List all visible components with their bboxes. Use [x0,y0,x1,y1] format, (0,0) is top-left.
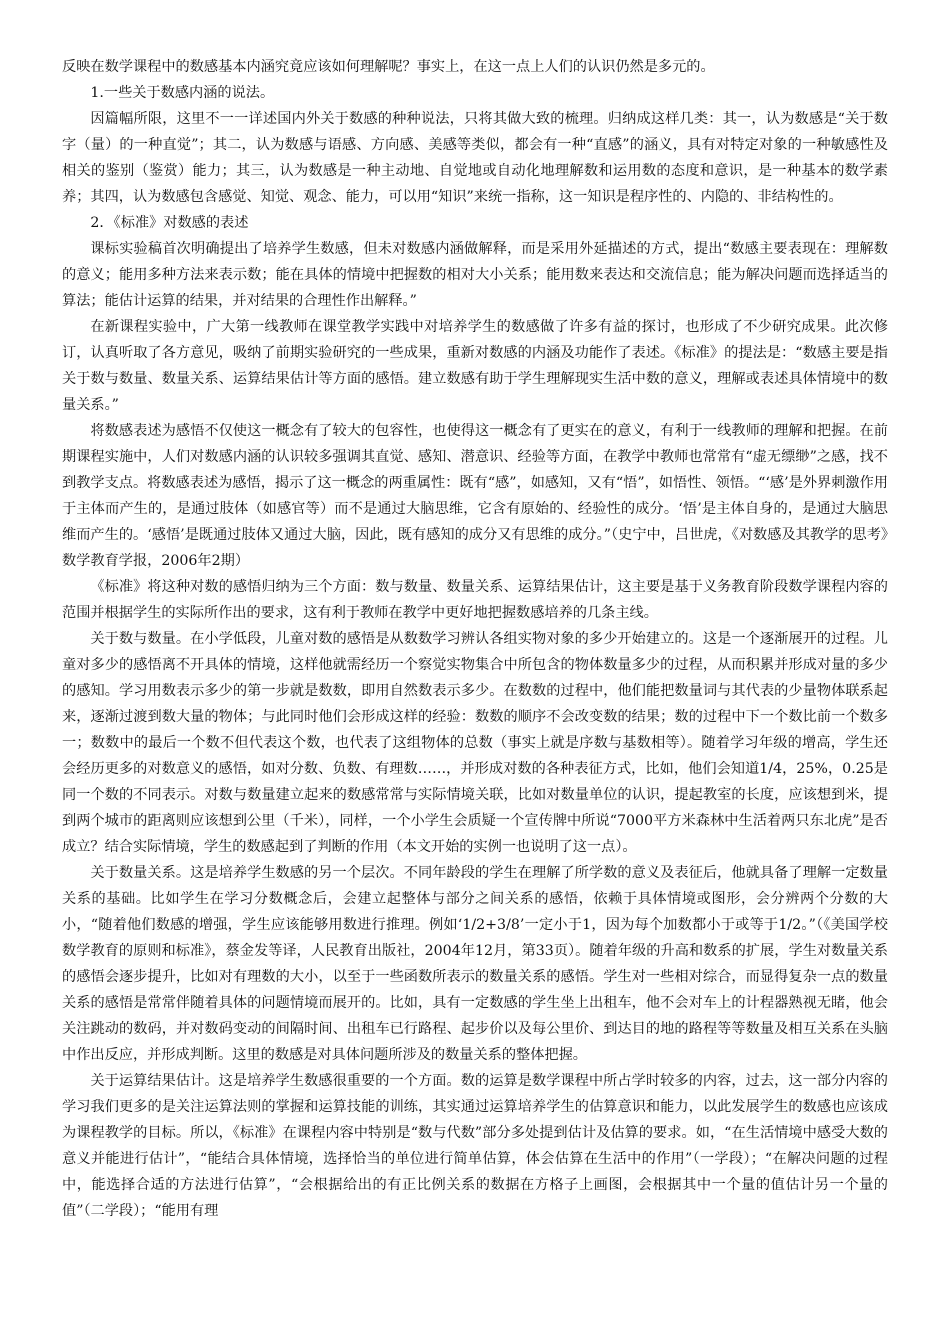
paragraph-intro-question: 反映在数学课程中的数感基本内涵究竟应该如何理解呢？事实上，在这一点上人们的认识仍然是多元的。 [62,59,715,75]
heading-number-sense-definitions: 1.一些关于数感内涵的说法。 [90,85,275,101]
paragraph-three-aspects: 《标准》将这种对数的感悟归纳为三个方面：数与数量、数量关系、运算结果估计，这主要是基于义务教育阶段数学课程内容的范围并根据学生的实际所作出的要求，这有利于教师在教学中更好地把握数感培养的几条主线。 [62,579,888,621]
paragraph-quantity-relations: 关于数量关系。这是培养学生数感的另一个层次。不同年龄段的学生在理解了所学数的意义及表征后，他就具备了理解一定数量关系的基础。比如学生在学习分数概念后，会建立起整体与部分之间关系的感悟，依赖于具体情境或图形，会分辨两个分数的大小，“随着他们数感的增强，学生应该能够用数进行推理。例如‘1/2+3/8’一定小于1，因为每个加数都小于或等于1/2。”（《美国学校数学教育的原则和标准》，蔡金发等译，人民教育出版社，2004年12月，第33页）。随着年级的升高和数系的扩展，学生对数量关系的感悟会逐步提升，比如对有理数的大小，以至于一些函数所表示的数量关系的感悟。学生对一些相对综合，而显得复杂一点的数量关系的感悟是常常伴随着具体的问题情境而展开的。比如，具有一定数感的学生坐上出租车，他不会对车上的计程器熟视无睹，他会关注跳动的数码，并对数码变动的间隔时间、出租车已行路程、起步价以及每公里价、到达目的地的路程等等数量及相互关系在头脑中作出反应，并形成判断。这里的数感是对具体问题所涉及的数量关系的整体把握。 [62,865,888,1063]
paragraph-perception: 将数感表述为感悟不仅使这一概念有了较大的包容性，也使得这一概念有了更实在的意义，有利于一线教师的理解和把握。在前期课程实施中，人们对数感内涵的认识较多强调其直觉、感知、潜意识、经验等方面，在教学中教师也常常有“虚无缥缈”之感，找不到教学支点。将数感表述为感悟，揭示了这一概念的两重属性：既有“感”，如感知，又有“悟”，如悟性、领悟。“‘感’是外界刺激作用于主体而产生的，是通过肢体（如感官等）而不是通过大脑思维，它含有原始的、经验性的成分。‘悟’是主体自身的，是通过大脑思维而产生的。‘感悟’是既通过肢体又通过大脑，因此，既有感知的成分又有思维的成分。”（史宁中，吕世虎，《对数感及其教学的思考》数学教育学报，2006年2期） [62,423,888,569]
paragraph-revision: 在新课程实验中，广大第一线教师在课堂教学实践中对培养学生的数感做了许多有益的探讨，也形成了不少研究成果。此次修订，认真听取了各方意见，吸纳了前期实验研究的一些成果，重新对数感的内涵及功能作了表述。《标准》的提法是：“数感主要是指关于数与数量、数量关系、运算结果估计等方面的感悟。建立数感有助于学生理解现实生活中数的意义，理解或表述具体情境中的数量关系。” [62,319,888,413]
paragraph-definition-categories: 因篇幅所限，这里不一一详述国内外关于数感的种种说法，只将其做大致的梳理。归纳成这样几类：其一，认为数感是“关于数字（量）的一种直觉”；其二，认为数感与语感、方向感、美感等类似，都会有一种“直感”的涵义，具有对特定对象的一种敏感性及相关的鉴别（鉴赏）能力；其三，认为数感是一种主动地、自觉地或自动化地理解数和运用数的态度和意识，是一种基本的数学素养；其四，认为数感包含感觉、知觉、观念、能力，可以用“知识”来统一指称，这一知识是程序性的、内隐的、非结构性的。 [62,111,888,205]
heading-standard-expression: 2．《标准》对数感的表述 [90,215,249,231]
paragraph-estimation: 关于运算结果估计。这是培养学生数感很重要的一个方面。数的运算是数学课程中所占学时较多的内容，过去，这一部分内容的学习我们更多的是关注运算法则的掌握和运算技能的训练，其实通过运算培养学生的估算意识和能力，以此发展学生的数感也应该成为课程教学的目标。所以，《标准》在课程内容中特别是“数与代数”部分多处提到估计及估算的要求。如，“在生活情境中感受大数的意义并能进行估计”，“能结合具体情境，选择恰当的单位进行简单估算，体会估算在生活中的作用”（一学段）；“在解决问题的过程中，能选择合适的方法进行估算”，“会根据给出的有正比例关系的数据在方格子上画图，会根据其中一个量的值估计另一个量的值”（二学段）；“能用有理 [62,1073,888,1219]
paragraph-number-and-quantity: 关于数与数量。在小学低段，儿童对数的感悟是从数数学习辨认各组实物对象的多少开始建立的。这是一个逐渐展开的过程。儿童对多少的感悟离不开具体的情境，这样他就需经历一个察觉实物集合中所包含的物体数量多少的过程，从而积累并形成对量的多少的感知。学习用数表示多少的第一步就是数数，即用自然数表示多少。在数数的过程中，他们能把数量词与其代表的少量物体联系起来，逐渐过渡到数大量的物体；与此同时他们会形成这样的经验：数数的顺序不会改变数的结果；数的过程中下一个数比前一个数多一；数数中的最后一个数不但代表这个数，也代表了这组物体的总数（事实上就是序数与基数相等）。随着学习年级的增高，学生还会经历更多的对数意义的感悟，如对分数、负数、有理数……，并形成对数的各种表征方式，比如，他们会知道1/4，25%，0.25是同一个数的不同表示。对数与数量建立起来的数感常常与实际情境关联，比如对数量单位的认识，提起教室的长度，应该想到米，提到两个城市的距离则应该想到公里（千米），同样，一个小学生会质疑一个宣传牌中所说“7000平方米森林中生活着两只东北虎”是否成立？结合实际情境，学生的数感起到了判断的作用（本文开始的实例一也说明了这一点）。 [62,631,888,855]
paragraph-experimental-draft: 课标实验稿首次明确提出了培养学生数感，但未对数感内涵做解释，而是采用外延描述的方式，提出“数感主要表现在：理解数的意义；能用多种方法来表示数；能在具体的情境中把握数的相对大小关系；能用数来表达和交流信息；能为解决问题而选择适当的算法；能估计运算的结果，并对结果的合理性作出解释。” [62,241,888,309]
